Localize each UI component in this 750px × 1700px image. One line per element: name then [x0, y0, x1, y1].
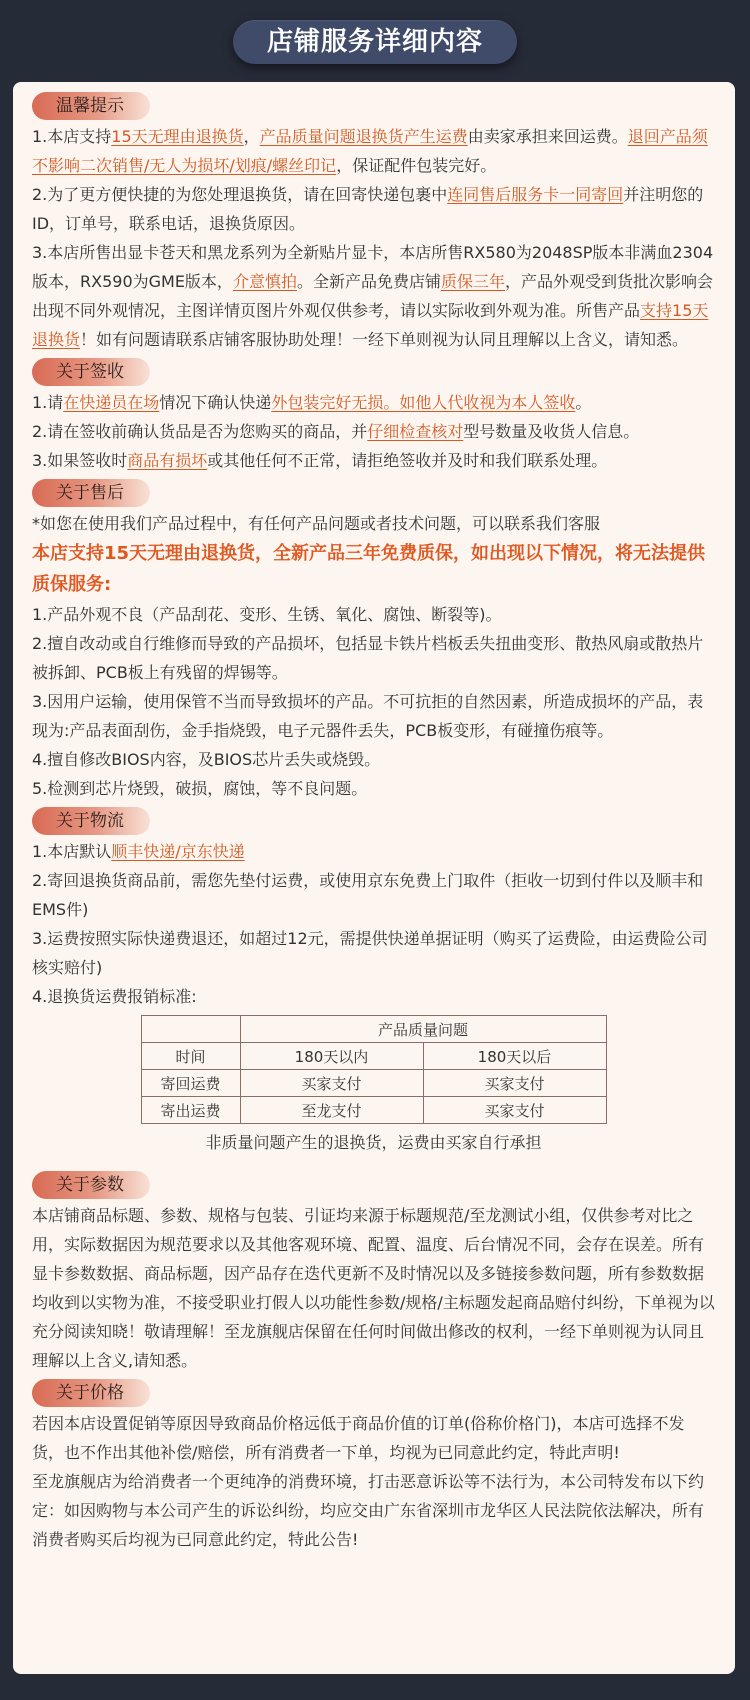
- text-segment: 3.如果签收时: [32, 451, 128, 470]
- text-segment: 或其他任何不正常，请拒绝签收并及时和我们联系处理。: [207, 451, 608, 470]
- service-card: [13, 82, 735, 1674]
- section-tag-signing: 关于签收: [32, 358, 150, 386]
- logistics-line: [32, 837, 715, 866]
- highlight-text: 产品质量问题退换货产生运费: [259, 127, 468, 146]
- table-row-label: 寄回运费: [141, 1070, 240, 1097]
- aftersale-highlight: 本店支持15天无理由退换货，全新产品三年免费质保，如出现以下情况，将无法提供质保服务:: [32, 543, 706, 595]
- text-segment: 1.本店支持: [32, 127, 112, 146]
- logistics-line: 4.退换货运费报销标准:: [32, 987, 197, 1006]
- text-segment: 型号数量及收货人信息。: [463, 422, 640, 441]
- section-tag-aftersale: 关于售后: [32, 479, 150, 507]
- table-cell: 买家支付: [423, 1070, 606, 1097]
- price-paragraph: 至龙旗舰店为给消费者一个更纯净的消费环境，打击恶意诉讼等不法行为，本公司特发布以下约定：如因购物与本公司产生的诉讼纠纷，均应交由广东省深圳市龙华区人民法院依法解决，所有消费者购买后均视为已同意此约定，特此公告!: [32, 1472, 705, 1549]
- table-corner-cell: [141, 1016, 240, 1043]
- table-row: [141, 1043, 606, 1070]
- table-row: [141, 1016, 606, 1043]
- highlight-text: 仔细检查核对: [367, 422, 464, 441]
- highlight-text: 连同售后服务卡一同寄回: [447, 185, 624, 204]
- section-tag-params: 关于参数: [32, 1171, 150, 1199]
- signing-line: [32, 417, 715, 446]
- text-segment: 1.请: [32, 393, 64, 412]
- table-cell: 买家支付: [240, 1070, 423, 1097]
- text-segment: 2.请在签收前确认货品是否为您购买的商品，并: [32, 422, 368, 441]
- highlight-text: 介意慎拍: [232, 272, 297, 291]
- table-col-header: 180天以后: [423, 1043, 606, 1070]
- text-segment: ！如有问题请联系店铺客服协助处理！一经下单则视为认同且理解以上含义，请知悉。: [80, 330, 689, 349]
- highlight-text: 15天无理由退换货: [111, 127, 244, 146]
- price-paragraph: 若因本店设置促销等原因导致商品价格远低于商品价值的订单(俗称价格门)，本店可选择不发货，也不作出其他补偿/赔偿，所有消费者一下单，均视为已同意此约定，特此声明!: [32, 1414, 685, 1462]
- logistics-line1-prefix: 1.本店默认: [32, 842, 112, 861]
- text-segment: 情况下确认快递: [159, 393, 272, 412]
- table-row-label: 寄出运费: [141, 1097, 240, 1124]
- table-col-header: 180天以内: [240, 1043, 423, 1070]
- logistics-line: 2.寄回退换货商品前，需您先垫付运费，或使用京东免费上门取件（拒收一切到付件以及顺丰和EMS件): [32, 871, 704, 919]
- section-tag-tips: 温馨提示: [32, 92, 150, 120]
- aftersale-item: 2.擅自改动或自行维修而导致的产品损坏，包括显卡铁片档板丢失扭曲变形、散热风扇或散热片被拆卸、PCB板上有残留的焊锡等。: [32, 634, 704, 682]
- text-segment: 由卖家承担来回运费。: [467, 127, 628, 146]
- aftersale-item: 3.因用户运输，使用保管不当而导致损坏的产品。不可抗拒的自然因素，所造成损坏的产品，表现为:产品表面刮伤，金手指烧毁，电子元器件丢失，PCB板变形，有碰撞伤痕等。: [32, 692, 704, 740]
- tips-line: [32, 238, 715, 354]
- text-segment: 2.为了更方便快捷的为您处理退换货，请在回寄快递包裹中: [32, 185, 448, 204]
- logistics-note: 非质量问题产生的退换货，运费由买家自行承担: [205, 1133, 542, 1152]
- table-row-header-label: 时间: [141, 1043, 240, 1070]
- page-header: [0, 0, 750, 84]
- text-segment: 。全新产品免费店铺: [296, 272, 441, 291]
- aftersale-item: 1.产品外观不良（产品刮花、变形、生锈、氧化、腐蚀、断裂等)。: [32, 605, 502, 624]
- tips-line: [32, 122, 715, 180]
- signing-line: [32, 446, 715, 475]
- table-row: [141, 1070, 606, 1097]
- signing-line: [32, 388, 715, 417]
- highlight-text: 支持15天退换货: [32, 301, 709, 349]
- highlight-text: 退回产品须不影响二次销售/无人为损坏/划痕/螺丝印记: [32, 127, 708, 175]
- aftersale-item: 4.擅自修改BIOS内容，及BIOS芯片丢失或烧毁。: [32, 750, 381, 769]
- aftersale-item: 5.检测到芯片烧毁，破损，腐蚀，等不良问题。: [32, 779, 368, 798]
- params-text: 本店铺商品标题、参数、规格与包装、引证均来源于标题规范/至龙测试小组，仅供参考对比之用，实际数据因为规范要求以及其他客观环境、配置、温度、后台情况不同，会存在误差。所有显卡参数数据、商品标题，因产品存在迭代更新不及时情况以及多链接参数问题，所有参数数据均收到以实物为准，不接受职业打假人以功能性参数/规格/主标题发起商品赔付纠纷，下单视为以充分阅读知晓！敬请理解！至龙旗舰店保留在任何时间做出修改的权利，一经下单则视为认同且理解以上含义,请知悉。: [32, 1206, 715, 1370]
- text-segment: ，保证配件包装完好。: [336, 156, 497, 175]
- tips-line: [32, 180, 715, 238]
- section-tag-price: 关于价格: [32, 1379, 150, 1407]
- page-title: 店铺服务详细内容: [233, 20, 517, 64]
- shipping-fee-table: [141, 1015, 607, 1124]
- text-segment: 。: [575, 393, 592, 412]
- text-segment: 3.本店所售出显卡苍天和黑龙系列为全新贴片显卡，本店所售RX580为2048SP版本非满血2304版本，RX590为GME版本，: [32, 243, 714, 291]
- aftersale-intro: *如您在使用我们产品过程中，有任何产品问题或者技术问题，可以联系我们客服: [32, 514, 601, 533]
- highlight-text: 外包装完好无损。如他人代收视为本人签收: [271, 393, 576, 412]
- text-segment: ，: [243, 127, 260, 146]
- logistics-carrier-highlight: 顺丰快递/京东快递: [111, 842, 245, 861]
- table-group-header: 产品质量问题: [240, 1016, 606, 1043]
- section-tag-logistics: 关于物流: [32, 807, 150, 835]
- table-cell: 至龙支付: [240, 1097, 423, 1124]
- highlight-text: 商品有损坏: [127, 451, 208, 470]
- table-row: [141, 1097, 606, 1124]
- highlight-text: 质保三年: [440, 272, 505, 291]
- text-segment: 并注明您的ID，订单号，联系电话，退换货原因。: [32, 185, 704, 233]
- table-cell: 买家支付: [423, 1097, 606, 1124]
- highlight-text: 在快递员在场: [63, 393, 160, 412]
- logistics-line: 3.运费按照实际快递费退还，如超过12元，需提供快递单据证明（购买了运费险，由运费险公司核实赔付): [32, 929, 708, 977]
- text-segment: ，产品外观受到货批次影响会出现不同外观情况，主图详情页图片外观仅供参考，请以实际收到外观为准。所售产品: [32, 272, 713, 320]
